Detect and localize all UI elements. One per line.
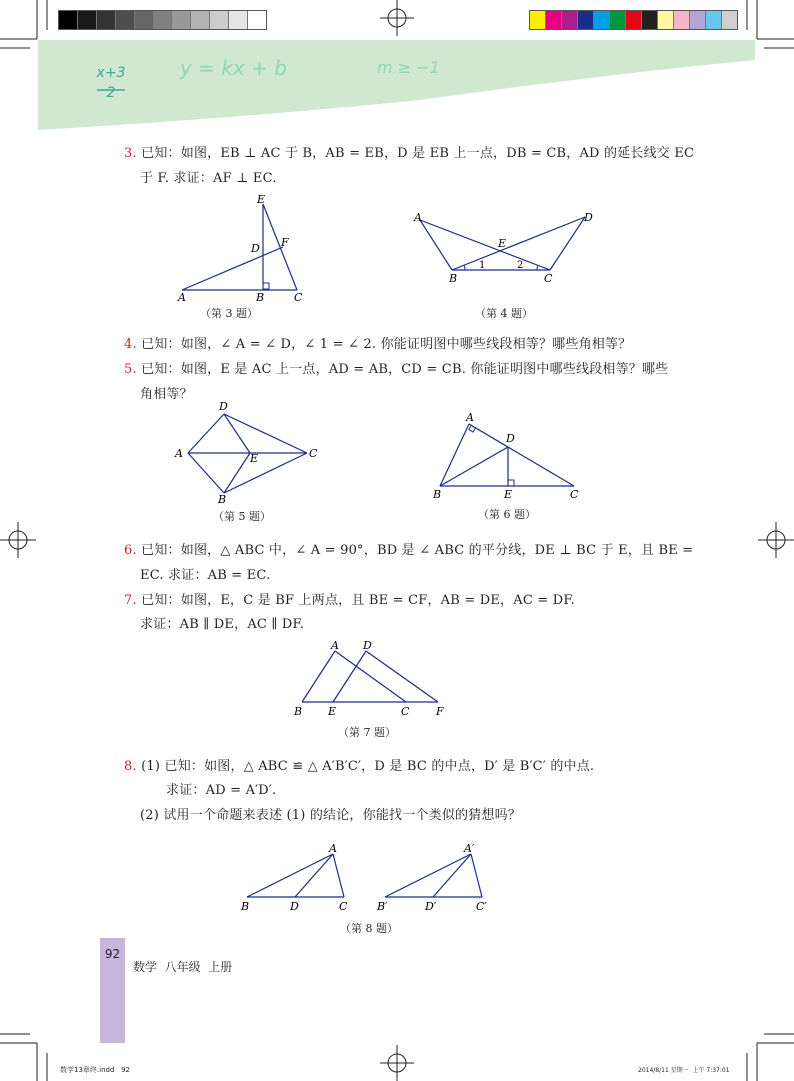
- question-6-number: 6.: [124, 543, 137, 558]
- fig3-label-a: A: [178, 291, 186, 304]
- figure-5-caption: （第 5 题）: [213, 510, 271, 523]
- figure-4: [405, 205, 605, 287]
- fig8-segment-a2b2: [385, 854, 471, 897]
- question-5-number: 5.: [124, 362, 137, 377]
- fig6-label-c: C: [570, 488, 579, 501]
- fig3-label-b: B: [256, 291, 265, 304]
- fig4-segment-cd: [550, 217, 585, 270]
- question-6-line-2: EC. 求证：AB = EC.: [140, 568, 271, 583]
- fig5-label-a: A: [175, 447, 183, 460]
- figure-8-caption: （第 8 题）: [340, 922, 398, 935]
- question-8-line-1: [124, 755, 594, 774]
- question-3-line-2: 于 F. 求证：AF ⊥ EC.: [140, 171, 277, 186]
- figure-7: [288, 637, 453, 721]
- fig5-label-e: E: [250, 452, 259, 465]
- question-8-number: 8.: [124, 759, 137, 774]
- question-6-text-1: 已知：如图，△ ABC 中，∠ A = 90°，BD 是 ∠ ABC 的平分线，DE ⊥ BC 于 E，且 BE =: [136, 543, 694, 558]
- fig5-segment-ab: [188, 453, 224, 493]
- question-7-line-2: 求证：AB ∥ DE，AC ∥ DF.: [140, 617, 305, 632]
- question-3-text-1: 已知：如图，EB ⊥ AC 于 B，AB = EB，D 是 EB 上一点，DB = CB，AD 的延长线交 EC: [136, 146, 695, 161]
- fig4-label-d: D: [584, 211, 593, 224]
- fig4-label-c: C: [544, 272, 553, 285]
- registration-mark-left: [0, 522, 36, 558]
- question-3-line-1: [124, 142, 694, 161]
- fig8-label-b-prime: B′: [377, 900, 388, 913]
- file-info: 数学13章终.indd 92: [60, 1066, 130, 1074]
- banner-formula-fraction: [86, 66, 136, 100]
- page-number-tab: [100, 938, 125, 1043]
- fig4-angle-1-arc: [464, 265, 465, 270]
- fig7-label-e: E: [328, 705, 337, 718]
- fig7-label-c: C: [401, 705, 410, 718]
- fig6-segment-ac: [469, 424, 574, 486]
- figure-7-caption: （第 7 题）: [338, 726, 396, 739]
- fig6-segment-bd: [440, 447, 508, 486]
- fig8-label-b: B: [241, 900, 250, 913]
- fig6-label-a: A: [466, 411, 474, 424]
- fig6-segment-ab: [440, 424, 469, 486]
- question-5-text-1: 已知：如图，E 是 AC 上一点，AD = AB，CD = CB. 你能证明图中哪些线段相等？哪些: [136, 362, 669, 377]
- question-3-number: 3.: [124, 146, 137, 161]
- fig3-right-angle: [263, 283, 269, 289]
- fig8-label-a-prime: A′: [464, 842, 475, 855]
- fig7-segment-de: [333, 651, 366, 702]
- question-7-text-1: 已知：如图，E，C 是 BF 上两点，且 BE = CF，AB = DE，AC = DF.: [136, 593, 575, 608]
- fig5-segment-ad: [188, 414, 224, 453]
- registration-mark-bottom: [380, 1045, 414, 1081]
- fig6-label-e: E: [504, 488, 513, 501]
- fig7-label-d: D: [363, 639, 372, 652]
- question-7-line-1: [124, 589, 575, 608]
- fig3-label-e: E: [257, 193, 266, 206]
- question-4-number: 4.: [124, 337, 137, 352]
- fig5-label-b: B: [218, 493, 227, 504]
- fig8-label-a: A: [329, 842, 337, 855]
- fig4-angle-2-arc: [537, 265, 538, 270]
- question-8-line-2: 求证：AD = A′D′.: [166, 783, 277, 798]
- fig6-right-angle-e: [508, 480, 514, 486]
- fig6-right-angle-a: [469, 425, 476, 432]
- fig8-segment-a2d2: [433, 854, 471, 897]
- fig8-label-d: D: [290, 900, 299, 913]
- print-timestamp: 2014/8/11 星期一 上午 7:37:01: [638, 1067, 730, 1074]
- fig5-label-d: D: [219, 400, 228, 413]
- fig3-label-d: D: [251, 242, 260, 255]
- fig4-label-a: A: [414, 211, 422, 224]
- fig8-label-c: C: [339, 900, 348, 913]
- banner-formula-linear: y = kx + b: [180, 56, 287, 80]
- registration-mark-right: [758, 522, 794, 558]
- fig8-label-d-prime: D′: [425, 900, 437, 913]
- fig3-label-f: F: [281, 236, 289, 249]
- fig7-label-f: F: [436, 705, 444, 718]
- page-number: 92: [104, 947, 121, 961]
- fig6-label-b: B: [433, 488, 442, 501]
- figure-6: [428, 410, 588, 502]
- question-8-line-3: (2) 试用一个命题来表述 (1) 的结论，你能找一个类似的猜想吗？: [140, 808, 522, 823]
- figure-4-caption: （第 4 题）: [475, 307, 533, 320]
- fig8-segment-ac: [333, 854, 344, 897]
- figure-8: [235, 838, 500, 916]
- fig3-segment-af: [182, 247, 283, 290]
- fig4-label-angle-1: 1: [479, 260, 486, 271]
- question-4-line: [124, 333, 631, 352]
- question-7-number: 7.: [124, 593, 137, 608]
- book-title: 数学 八年级 上册: [133, 960, 233, 974]
- fig7-segment-df: [366, 651, 438, 702]
- fig8-segment-ad: [295, 854, 333, 897]
- fig3-label-c: C: [294, 291, 303, 304]
- fig5-label-c: C: [309, 447, 318, 460]
- fig7-segment-ac: [335, 651, 406, 702]
- fig7-label-a: A: [331, 639, 339, 652]
- fraction-numerator: x+3: [96, 65, 126, 81]
- fig4-label-angle-2: 2: [517, 260, 524, 271]
- question-6-line-1: [124, 539, 693, 558]
- question-5-line-2: 角相等？: [140, 387, 193, 402]
- fig6-label-d: D: [506, 432, 515, 445]
- fig4-label-e: E: [498, 237, 507, 250]
- fraction-denominator: 2: [106, 85, 116, 101]
- question-4-text: 已知：如图，∠ A = ∠ D，∠ 1 = ∠ 2. 你能证明图中哪些线段相等？哪些角相等？: [136, 337, 632, 352]
- figure-5: [170, 398, 325, 504]
- figure-3-caption: （第 3 题）: [200, 307, 258, 320]
- question-8-text-1: (1) 已知：如图，△ ABC ≌ △ A′B′C′，D 是 BC 的中点，D′ 是 B′C′ 的中点.: [136, 759, 595, 774]
- fig3-segment-ec: [263, 204, 297, 290]
- fig7-label-b: B: [294, 705, 303, 718]
- fig8-label-c-prime: C′: [476, 900, 487, 913]
- fig8-segment-ab: [247, 854, 333, 897]
- fig8-segment-a2c2: [471, 854, 482, 897]
- question-5-line-1: [124, 358, 668, 377]
- figure-3: [170, 192, 320, 304]
- figure-6-caption: （第 6 题）: [478, 508, 536, 521]
- banner-formula-inequality: m ≥ −1: [377, 58, 440, 77]
- fig4-label-b: B: [449, 272, 458, 285]
- fig4-segment-ab: [420, 220, 452, 270]
- fig7-segment-ab: [302, 651, 335, 702]
